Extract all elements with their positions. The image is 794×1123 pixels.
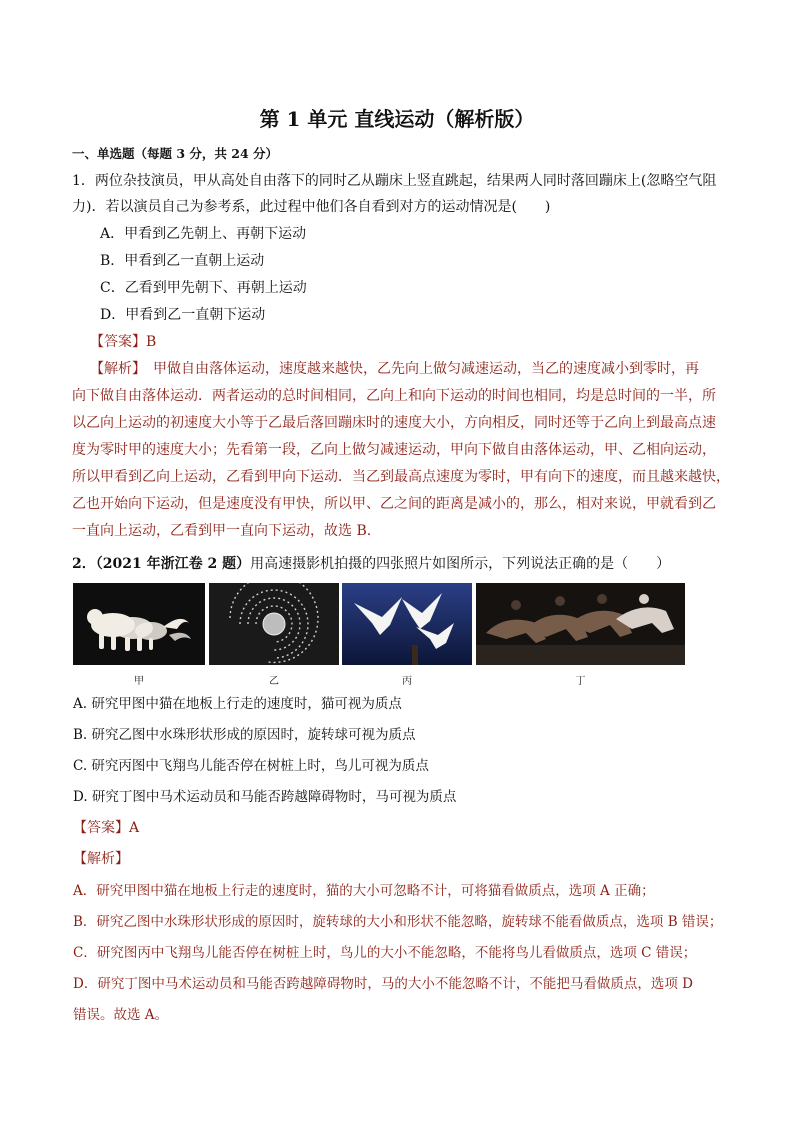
q1-analysis-line: 乙也开始向下运动，但是速度没有甲快，所以甲、乙之间的距离是减小的，那么，相对来说，甲就看到乙: [72, 496, 716, 512]
caption-bing: 丙: [402, 676, 412, 687]
q1-analysis-line: 所以甲看到乙向上运动，乙看到甲向下运动．当乙到最高点速度为零时，甲有向下的速度，而且越来越快，: [72, 469, 730, 485]
q1-analysis-line: 向下做自由落体运动．两者运动的总时间相同，乙向上和向下运动的时间也相同，均是总时间的一半，所: [72, 388, 716, 404]
q1-stem-line2: 力)．若以演员自己为参考系，此过程中他们各自看到对方的运动情况是( ): [72, 199, 551, 215]
photo-horses: [476, 583, 685, 665]
caption-yi: 乙: [269, 676, 279, 687]
photo-birds: [342, 583, 472, 665]
q2-analysis-line: D．研究丁图中马术运动员和马能否跨越障碍物时，马的大小不能忽略不计，不能把马看做质点，选项 D: [73, 976, 693, 992]
q1-stem-line1: 1．两位杂技演员，甲从高处自由落下的同时乙从蹦床上竖直跳起，结果两人同时落回蹦床上(忽略空气阻: [72, 173, 717, 189]
photo-spinning-ball: [209, 583, 339, 665]
q1-option-a: A．甲看到乙先朝上、再朝下运动: [100, 226, 307, 242]
caption-jia: 甲: [134, 676, 144, 687]
q2-source: （2021 年浙江卷 2 题）: [95, 556, 251, 572]
photo-cat: [73, 583, 205, 665]
q2-option-d: D. 研究丁图中马术运动员和马能否跨越障碍物时，马可视为质点: [73, 789, 457, 805]
section-heading: 一、单选题（每题 3 分，共 24 分）: [72, 146, 279, 161]
q1-option-d: D．甲看到乙一直朝下运动: [100, 307, 266, 323]
q2-option-c: C. 研究丙图中飞翔鸟儿能否停在树桩上时，鸟儿可视为质点: [73, 758, 429, 774]
caption-ding: 丁: [575, 676, 586, 687]
q2-stem-text: 用高速摄影机拍摄的四张照片如图所示，下列说法正确的是（ ）: [250, 556, 671, 572]
q2-number: 2．: [72, 556, 96, 572]
q2-analysis-label: 【解析】: [73, 851, 129, 867]
q1-analysis-line: 一直向上运动，乙看到甲一直向下运动，故选 B.: [72, 523, 372, 539]
q2-analysis-line: 错误。故选 A。: [73, 1007, 169, 1023]
q2-answer: 【答案】A: [73, 820, 140, 836]
q2-analysis-line: B．研究乙图中水珠形状形成的原因时，旋转球的大小和形状不能忽略，旋转球不能看做质点，选项 B 错误；: [73, 914, 723, 930]
q1-option-b: B．甲看到乙一直朝上运动: [100, 253, 265, 269]
q1-analysis-line: 【解析】 甲做自由落体运动，速度越来越快，乙先向上做匀减速运动，当乙的速度减小到零时，再: [90, 361, 699, 377]
q1-analysis-line: 度为零时甲的速度大小；先看第一段，乙向上做匀减速运动，甲向下做自由落体运动，甲、乙相向运动，: [72, 442, 716, 458]
q2-option-a: A. 研究甲图中猫在地板上行走的速度时，猫可视为质点: [73, 696, 402, 712]
q2-analysis-line: C．研究图丙中飞翔鸟儿能否停在树桩上时，鸟儿的大小不能忽略，不能将鸟儿看做质点，选项 C 错误；: [73, 945, 697, 961]
q1-option-c: C．乙看到甲先朝下、再朝上运动: [100, 280, 307, 296]
q1-analysis-line: 以乙向上运动的初速度大小等于乙最后落回蹦床时的速度大小，方向相反，同时还等于乙向上到最高点速: [72, 415, 716, 431]
q1-answer: 【答案】B: [90, 334, 157, 350]
page-title: 第 1 单元 直线运动（解析版）: [259, 107, 535, 131]
q2-analysis-line: A．研究甲图中猫在地板上行走的速度时，猫的大小可忽略不计，可将猫看做质点，选项 A 正确；: [73, 883, 655, 899]
q2-option-b: B. 研究乙图中水珠形状形成的原因时，旋转球可视为质点: [73, 727, 416, 743]
q2-stem: [72, 553, 670, 573]
